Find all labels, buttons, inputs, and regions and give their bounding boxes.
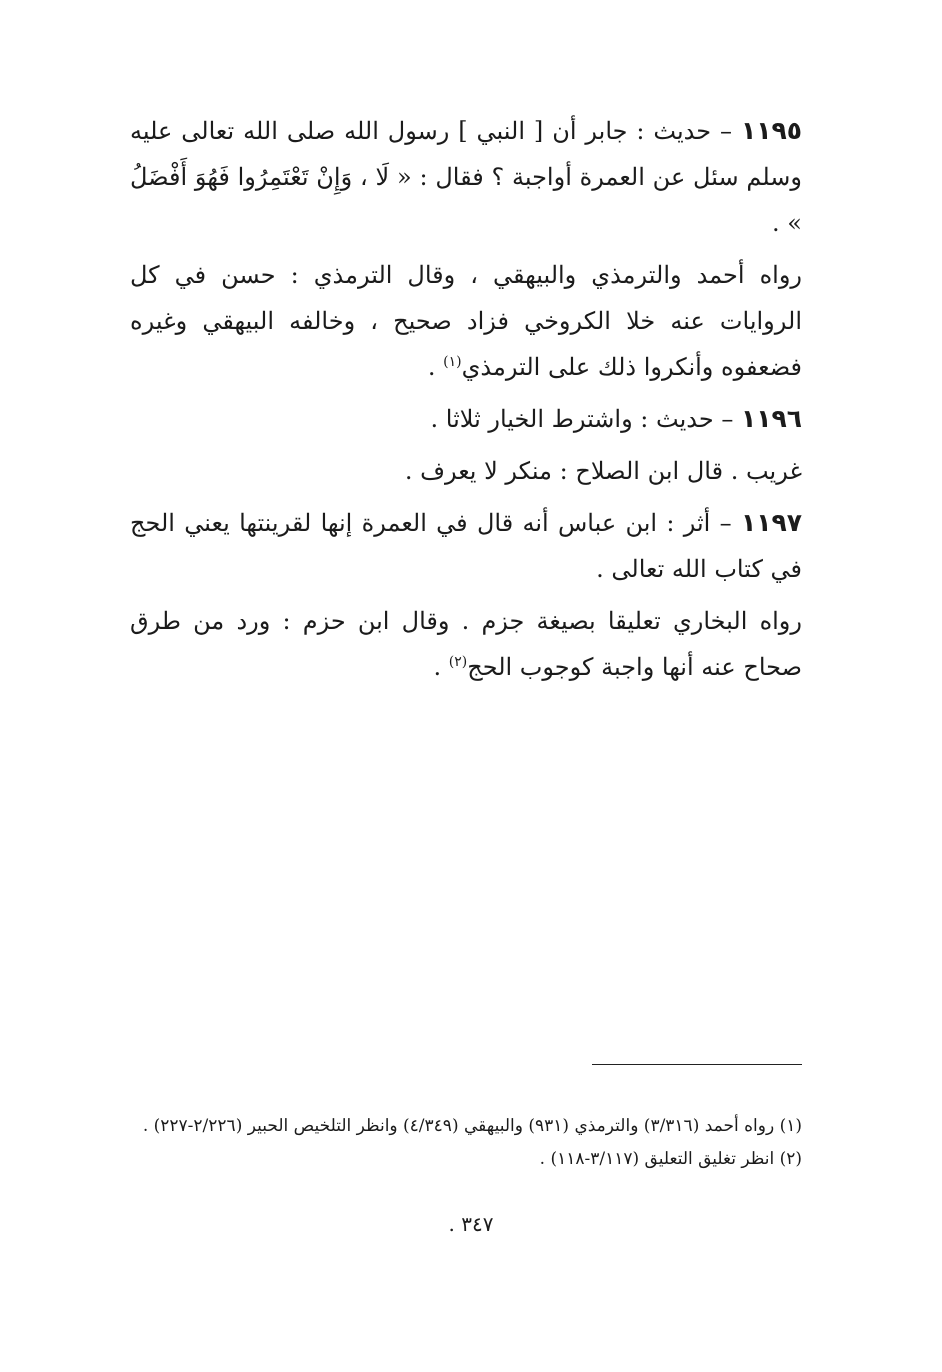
commentary-text: رواه البخاري تعليقا بصيغة جزم . وقال ابن حزم : ورد من طرق صحاح عنه أنها واجبة كوجوب الحج bbox=[130, 607, 802, 681]
entry-text: – حديث : جابر أن [ النبي ] رسول الله صلى الله تعالى عليه وسلم سئل عن العمرة أواجبة ؟ فقال : « لَا ، وَإِنْ تَعْتَمِرُوا فَهُوَ أَفْضَلُ » . bbox=[130, 117, 802, 237]
footnote-reference: (٢) bbox=[448, 654, 468, 670]
footnote-1: (١) رواه أحمد (٣/٣١٦) والترمذي (٩٣١) والبيهقي (٤/٣٤٩) وانظر التلخيص الحبير (٢/٢٢٦-٢٢٧) . bbox=[142, 1116, 802, 1136]
entry-text: – أثر : ابن عباس أنه قال في العمرة إنها لقرينتها يعني الحج في كتاب الله تعالى . bbox=[130, 509, 802, 583]
entry-number: ١١٩٦ bbox=[740, 404, 802, 433]
commentary-text: غريب . قال ابن الصلاح : منكر لا يعرف . bbox=[404, 457, 802, 485]
entry-1195 bbox=[130, 108, 802, 246]
commentary-paragraph bbox=[130, 598, 802, 690]
entry-1197 bbox=[130, 500, 802, 592]
page-number: ٣٤٧ . bbox=[448, 1212, 494, 1236]
entry-1196 bbox=[130, 396, 802, 442]
entry-text: – حديث : واشترط الخيار ثلاثا . bbox=[430, 405, 741, 433]
commentary-paragraph bbox=[130, 448, 802, 494]
entry-number: ١١٩٥ bbox=[740, 116, 802, 145]
commentary-text: رواه أحمد والترمذي والبيهقي ، وقال الترمذي : حسن في كل الروايات عنه خلا الكروخي فزاد صحيح ، وخالفه البيهقي وغيره فضعفوه وأنكروا ذلك على الترمذي bbox=[130, 261, 802, 381]
footnote-2: (٢) انظر تغليق التعليق (٣/١١٧-١١٨) . bbox=[539, 1149, 802, 1169]
main-text bbox=[130, 108, 802, 696]
commentary-paragraph bbox=[130, 252, 802, 390]
footnote-reference: (١) bbox=[443, 354, 462, 370]
entry-number: ١١٩٧ bbox=[740, 508, 802, 537]
footnotes bbox=[130, 1110, 802, 1176]
footnote-separator bbox=[592, 1064, 802, 1065]
commentary-tail: . bbox=[427, 353, 444, 381]
commentary-tail: . bbox=[433, 653, 449, 681]
